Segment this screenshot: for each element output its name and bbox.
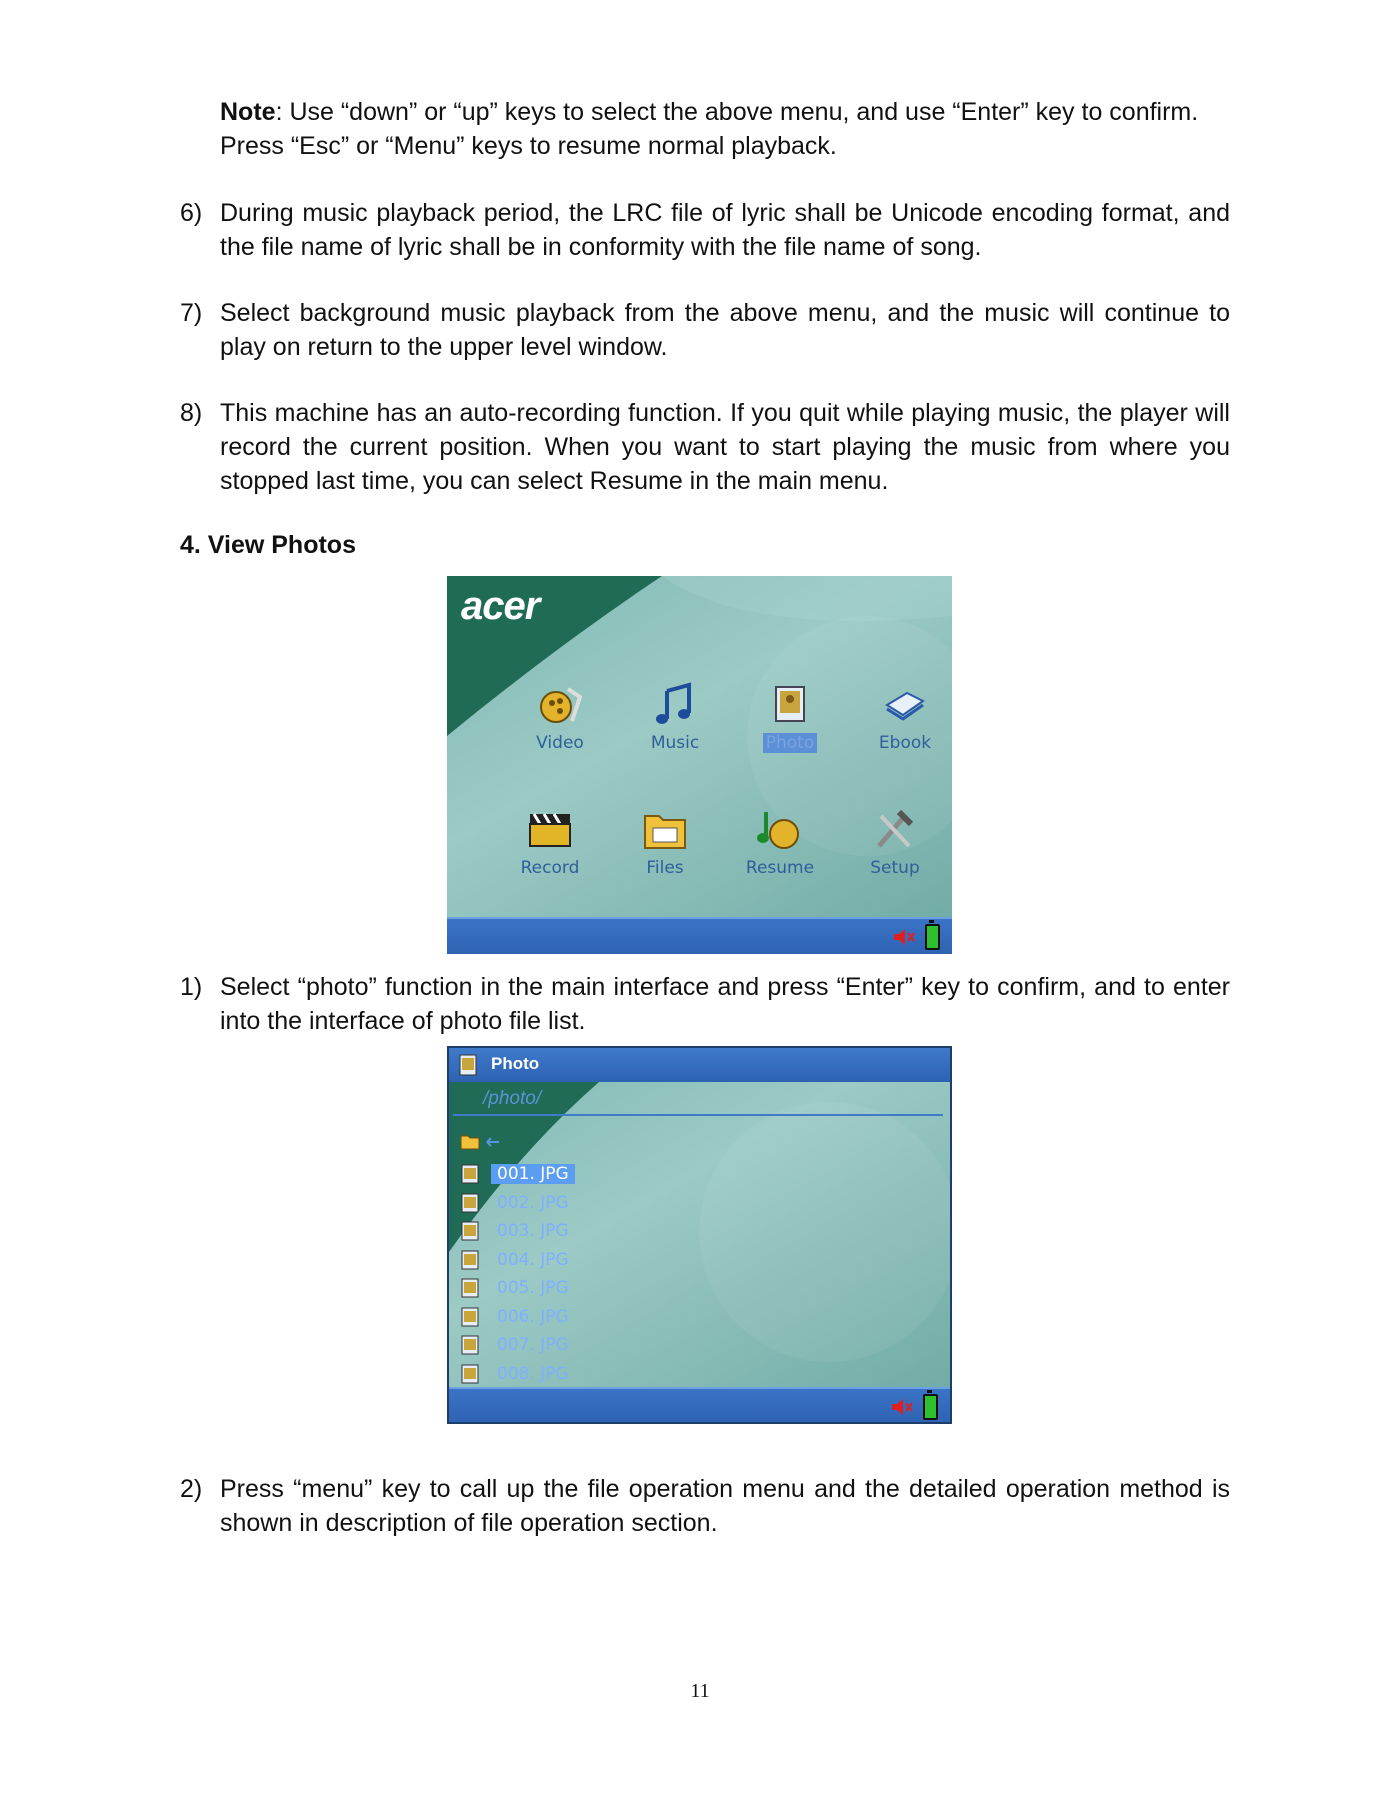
menu-files[interactable] — [610, 806, 720, 878]
file-row[interactable] — [459, 1160, 575, 1189]
acer-logo: acer — [461, 584, 540, 628]
file-row[interactable] — [459, 1189, 575, 1218]
list-item — [180, 1472, 1230, 1540]
menu-setup[interactable] — [840, 806, 950, 878]
image-file-icon — [459, 1163, 483, 1185]
menu-resume[interactable] — [725, 806, 835, 878]
menu-record[interactable] — [495, 806, 605, 878]
file-row[interactable] — [459, 1246, 575, 1275]
list-number: 2) — [180, 1475, 203, 1503]
title-bar — [449, 1048, 950, 1082]
list-number: 1) — [180, 973, 203, 1001]
menu-ebook[interactable] — [850, 681, 952, 753]
list-item — [180, 396, 1230, 498]
file-name: 004. JPG — [497, 1249, 569, 1270]
file-row[interactable] — [459, 1274, 575, 1303]
film-reel-icon — [536, 681, 584, 729]
list-text: Select background music playback from the above menu, and the music will continue to play on return to the upper level window. — [220, 299, 1230, 361]
file-name: 002. JPG — [497, 1192, 569, 1213]
list-text: During music playback period, the LRC file of lyric shall be Unicode encoding format, and the file name of lyric shall be in conformity with the file name of song. — [220, 199, 1230, 261]
window-title: Photo — [491, 1054, 540, 1073]
list-item — [180, 296, 1230, 364]
note-paragraph — [220, 95, 1230, 163]
menu-label: Music — [650, 733, 700, 753]
file-row[interactable] — [459, 1303, 575, 1332]
image-file-icon — [459, 1306, 483, 1328]
menu-video[interactable] — [505, 681, 615, 753]
menu-label: Resume — [745, 858, 815, 878]
battery-icon — [923, 1394, 938, 1420]
book-icon — [881, 681, 929, 729]
image-file-icon — [459, 1249, 483, 1271]
tools-icon — [871, 806, 919, 854]
photo-icon — [457, 1053, 481, 1077]
menu-photo[interactable] — [735, 681, 845, 753]
dark-corner-decoration — [447, 576, 952, 954]
file-name: 007. JPG — [497, 1335, 569, 1356]
list-number: 6) — [180, 199, 203, 227]
current-path: /photo/ — [483, 1088, 542, 1109]
list-number: 8) — [180, 399, 203, 427]
back-folder-icon — [459, 1132, 503, 1152]
file-row[interactable] — [459, 1217, 575, 1246]
music-note-icon — [651, 681, 699, 729]
menu-label: Video — [536, 733, 584, 753]
file-name: 006. JPG — [497, 1306, 569, 1327]
folder-icon — [641, 806, 689, 854]
list-item — [180, 196, 1230, 264]
list-text: Press “menu” key to call up the file operation menu and the detailed operation method is shown in description of file operation section. — [220, 1475, 1230, 1537]
list-number: 7) — [180, 299, 203, 327]
page-number: 11 — [690, 1680, 710, 1702]
list-text: Select “photo” function in the main interface and press “Enter” key to confirm, and to enter into the interface of photo file list. — [220, 973, 1230, 1035]
file-name: 008. JPG — [497, 1363, 569, 1384]
speaker-icon — [892, 928, 916, 946]
file-row[interactable] — [459, 1331, 575, 1360]
list-item — [180, 970, 1230, 1038]
photo-list-screenshot — [447, 1046, 952, 1424]
status-bar — [449, 1387, 950, 1422]
file-list — [459, 1160, 575, 1388]
clapperboard-icon — [526, 806, 574, 854]
menu-label: Files — [646, 858, 684, 878]
file-name: 003. JPG — [497, 1221, 569, 1242]
list-text: This machine has an auto-recording function. If you quit while playing music, the player will record the current position. When you want to start playing the music from where you stopped last time, you can select Resume in the main menu. — [220, 399, 1230, 495]
menu-label: Record — [520, 858, 580, 878]
image-file-icon — [459, 1220, 483, 1242]
file-row[interactable] — [459, 1360, 575, 1389]
photo-icon — [766, 681, 814, 729]
menu-label: Setup — [870, 858, 920, 878]
image-file-icon — [459, 1334, 483, 1356]
menu-label: Ebook — [878, 733, 932, 753]
file-name: 005. JPG — [497, 1278, 569, 1299]
file-name: 001. JPG — [491, 1164, 575, 1184]
parent-folder-row[interactable] — [459, 1132, 503, 1157]
note-text: : Use “down” or “up” keys to select the above menu, and use “Enter” key to confirm. Press “Esc” or “Menu” keys to resume normal playback. — [220, 98, 1199, 160]
resume-reel-icon — [756, 806, 804, 854]
path-bar — [453, 1086, 943, 1116]
note-label: Note — [220, 98, 276, 126]
status-bar — [447, 917, 952, 954]
image-file-icon — [459, 1363, 483, 1385]
image-file-icon — [459, 1277, 483, 1299]
main-menu-screenshot — [447, 576, 952, 954]
menu-label: Photo — [763, 733, 818, 753]
menu-music[interactable] — [620, 681, 730, 753]
battery-icon — [925, 924, 940, 950]
image-file-icon — [459, 1192, 483, 1214]
section-heading: 4. View Photos — [180, 531, 356, 559]
speaker-icon — [890, 1398, 914, 1416]
